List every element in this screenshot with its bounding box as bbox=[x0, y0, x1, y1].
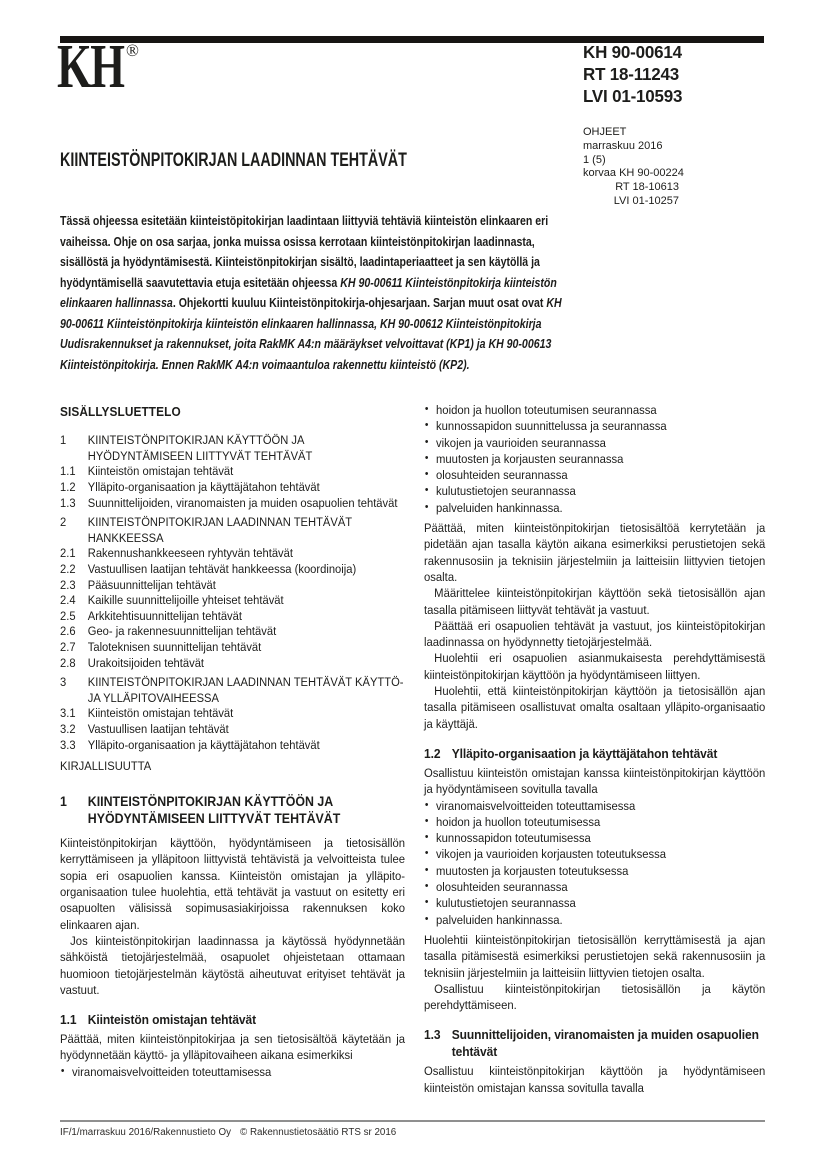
section-1-3-paragraph-1: Osallistuu kiinteistönpitokirjan käyttöön ja hyödyntämiseen kiinteistön omistajan kanssa sovitulla tavalla bbox=[424, 1064, 766, 1095]
section-1-1-title: Kiinteistön omistajan tehtävät bbox=[87, 1012, 257, 1028]
section-1-1-paragraph-2: Päättää, miten kiinteistönpitokirjan tietosisältöä kerrytetään ja pidetään ajan tasalla käytön aikana esimerkiksi perustietojen sekä rakennusosiin ja teknisiin järjestelmiin ja laitteisiin liittyvien tietojen osalta. bbox=[424, 521, 766, 584]
left-column bbox=[60, 402, 405, 1084]
intro-seg3: . Ohjekortti kuuluu Kiinteistönpitokirja-ohjesarjaan. Sarjan muut osat ovat bbox=[172, 295, 547, 310]
intro-paragraph bbox=[60, 211, 570, 375]
toc-item-number: 2.6 bbox=[60, 624, 76, 639]
doc-type: OHJEET bbox=[583, 126, 627, 138]
toc-item bbox=[60, 562, 405, 578]
toc-item-label: KIINTEISTÖNPITOKIRJAN LAADINNAN TEHTÄVÄT KÄYTTÖ- JA YLLÄPITOVAIHEESSA bbox=[87, 675, 404, 705]
toc-item-number: 2.3 bbox=[60, 577, 76, 592]
bullet-item: • kunnossapidon suunnittelussa ja seurannassa bbox=[424, 418, 765, 434]
toc-item bbox=[60, 609, 405, 625]
bullet-item: • hoidon ja huollon toteutumisessa bbox=[424, 814, 765, 830]
footer-rule bbox=[60, 1120, 765, 1122]
bullet-item: • kunnossapidon toteutumisessa bbox=[424, 830, 765, 846]
toc-item-number: 3.1 bbox=[60, 706, 76, 721]
code-rt: RT 18-11243 bbox=[583, 64, 680, 84]
toc-item bbox=[60, 675, 405, 706]
bullet-item: • olosuhteiden seurannassa bbox=[424, 879, 765, 895]
toc-item-number: 1.1 bbox=[60, 464, 76, 479]
section-1-heading bbox=[60, 793, 405, 827]
page-title: KIINTEISTÖNPITOKIRJAN LAADINNAN TEHTÄVÄT bbox=[60, 149, 407, 171]
toc-item bbox=[60, 464, 405, 480]
section-1-number: 1 bbox=[60, 793, 67, 809]
toc-item bbox=[60, 433, 405, 464]
toc-item bbox=[60, 640, 405, 656]
section-1-paragraph-1: Kiinteistönpitokirjan käyttöön, hyödyntämiseen ja tietosisällön kerryttämiseen ja ylläpitoon liittyvistä tehtävistä ja velvoitteista tulee sopia eri osapuolien kanssa. Kiinteistön omistajan ja ylläpito-organisaation tulee huolehtia, että tehtävät ja vastuut on esitetty eri osapuolten välisissä sopimusasiakirjoissa rakennuksen koko elinkaaren ajan. bbox=[60, 836, 406, 932]
toc-item-label: Geo- ja rakennesuunnittelijan tehtävät bbox=[87, 624, 277, 639]
section-1-2-title: Ylläpito-organisaation ja käyttäjätahon tehtävät bbox=[451, 745, 718, 761]
section-1-1-bullet-list-right bbox=[424, 402, 765, 516]
replaces-rt: RT 18-10613 bbox=[615, 181, 679, 194]
registered-trademark-icon: ® bbox=[126, 41, 139, 60]
document-meta bbox=[583, 126, 684, 209]
footer-copyright: © Rakennustietosäätiö RTS sr 2016 bbox=[240, 1127, 397, 1138]
section-1-1-paragraph-5: Huolehtii eri osapuolien asianmukaisesta perehdyttämisestä kiinteistönpitokirjan käyttöön ja hyödyntämiseen liittyen. bbox=[424, 651, 766, 682]
toc-item-label: Ylläpito-organisaation ja käyttäjätahon tehtävät bbox=[87, 737, 320, 752]
bullet-item: • olosuhteiden seurannassa bbox=[424, 467, 765, 483]
toc-item-number: 2.8 bbox=[60, 655, 76, 670]
toc-item-label: Rakennushankkeeseen ryhtyvän tehtävät bbox=[87, 546, 293, 561]
toc-item bbox=[60, 496, 405, 512]
toc-item-label: Taloteknisen suunnittelijan tehtävät bbox=[87, 640, 262, 655]
bullet-item: • vikojen ja vaurioiden seurannassa bbox=[424, 435, 765, 451]
bullet-item: • palveluiden hankinnassa. bbox=[424, 500, 765, 516]
toc-item bbox=[60, 593, 405, 609]
page-info: 1 (5) bbox=[583, 153, 606, 166]
toc-item bbox=[60, 578, 405, 594]
section-1-2-paragraph-3: Osallistuu kiinteistönpitokirjan tietosisällön ja käytön perehdyttämiseen. bbox=[424, 981, 766, 1013]
toc-item-number: 1 bbox=[60, 433, 67, 448]
section-1-title: KIINTEISTÖNPITOKIRJAN KÄYTTÖÖN JA HYÖDYNTÄMISEEN LIITTYVÄT TEHTÄVÄT bbox=[87, 793, 341, 826]
toc-item-label: KIINTEISTÖNPITOKIRJAN KÄYTTÖÖN JA HYÖDYNTÄMISEEN LIITTYVÄT TEHTÄVÄT bbox=[87, 433, 313, 463]
toc-heading: SISÄLLYSLUETTELO bbox=[60, 404, 181, 419]
replaces-lvi: LVI 01-10257 bbox=[613, 194, 679, 207]
document-codes bbox=[583, 41, 682, 107]
intro-reference-1: KH 90-00611 Kiinteistönpitokirja kiinteistön elinkaaren hallinnassa bbox=[60, 274, 557, 310]
toc-item bbox=[60, 738, 405, 754]
intro-seg1: Tässä ohjeessa esitetään kiinteistöpitokirjan laadintaan liittyviä tehtäviä kiinteistön elinkaaren eri vaiheissa. Ohje on osa sarjaa, jonka muissa osissa kerrotaan kiinteistönpitokirjan laadinnasta, sisällöstä ja hyödyntämisestä. Kiinteistönpitokirjan sisältö, laadintaperiaatteet ja sen käytöllä ja hyödyntämisellä saavutettavia etuja esitetään ohjeessa bbox=[60, 213, 549, 290]
section-1-1-paragraph-4: Päättää eri osapuolien tehtävät ja vastuut, jos kiinteistöpitokirjan laadinnassa on hyödynnetty tietojärjestelmää. bbox=[424, 618, 766, 650]
toc-item bbox=[60, 515, 405, 546]
toc-item bbox=[60, 656, 405, 672]
footer-id-text: IF/1/marraskuu 2016/Rakennustieto Oy bbox=[60, 1127, 231, 1138]
toc-item bbox=[60, 546, 405, 562]
toc-item-label: Kiinteistön omistajan tehtävät bbox=[87, 706, 234, 721]
replaces-line: korvaa KH 90-00224 bbox=[583, 167, 684, 180]
toc-item-label: Urakoitsijoiden tehtävät bbox=[87, 655, 205, 670]
section-1-2-number: 1.2 bbox=[424, 745, 441, 761]
toc-item-label: Kaikille suunnittelijoille yhteiset tehtävät bbox=[87, 593, 284, 608]
section-1-1-paragraph-1: Päättää, miten kiinteistönpitokirjaa ja sen tietosisältöä käytetään ja hyödynnetään käyttö- ja ylläpitovaiheen aikana esimerkiksi bbox=[60, 1032, 406, 1063]
toc-item-label: Vastuullisen laatijan tehtävät bbox=[87, 721, 229, 736]
bullet-item: • muutosten ja korjausten toteutuksessa bbox=[424, 863, 765, 879]
toc-item-number: 2.5 bbox=[60, 608, 76, 623]
table-of-contents bbox=[60, 433, 405, 753]
bullet-item: • kulutustietojen seurannassa bbox=[424, 483, 765, 499]
toc-item-number: 1.2 bbox=[60, 480, 76, 495]
section-1-2-bullet-list bbox=[424, 798, 765, 928]
bullet-item: • viranomaisvelvoitteiden toteuttamisessa bbox=[60, 1064, 405, 1080]
toc-item-label: Vastuullisen laatijan tehtävät hankkeessa (koordinoija) bbox=[87, 562, 357, 577]
toc-item-label: Suunnittelijoiden, viranomaisten ja muiden osapuolien tehtävät bbox=[87, 495, 398, 510]
toc-item bbox=[60, 480, 405, 496]
code-kh: KH 90-00614 bbox=[583, 42, 682, 62]
toc-item-label: Pääsuunnittelijan tehtävät bbox=[87, 577, 216, 592]
toc-item bbox=[60, 706, 405, 722]
toc-item-number: 2.4 bbox=[60, 593, 76, 608]
code-lvi: LVI 01-10593 bbox=[583, 86, 683, 106]
section-1-3-title: Suunnittelijoiden, viranomaisten ja muiden osapuolien tehtävät bbox=[451, 1027, 759, 1060]
section-1-1-heading bbox=[60, 1011, 405, 1028]
section-1-2-heading bbox=[424, 745, 765, 762]
toc-item-number: 3 bbox=[60, 675, 67, 690]
toc-item-number: 2.2 bbox=[60, 562, 76, 577]
kh-logo-text: KH bbox=[57, 33, 124, 101]
kh-logo bbox=[57, 33, 124, 101]
section-1-3-number: 1.3 bbox=[424, 1027, 441, 1043]
toc-item-number: 2 bbox=[60, 515, 67, 530]
section-1-2-paragraph-2: Huolehtii kiinteistönpitokirjan tietosisällön kerryttämisestä ja ajan tasalla pitämisestä esimerkiksi perustietojen sekä rakennusosiin ja teknisiin järjestelmiin ja laitteisiin liittyvien tietojen osalta. bbox=[424, 932, 766, 980]
section-1-1-paragraph-6: Huolehtii, että kiinteistönpitokirjan käyttöön ja tietosisällön ajan tasalla pitämiseen osallistuvat omalta osaltaan ylläpito-organisaatio ja käyttäjä. bbox=[424, 684, 766, 731]
section-1-3-heading bbox=[424, 1026, 765, 1060]
toc-item-number: 2.1 bbox=[60, 546, 76, 561]
section-1-1-number: 1.1 bbox=[60, 1012, 77, 1028]
right-column bbox=[424, 402, 765, 1096]
bullet-item: • hoidon ja huollon toteutumisen seurannassa bbox=[424, 402, 765, 418]
bullet-item: • viranomaisvelvoitteiden toteuttamisessa bbox=[424, 798, 765, 814]
bullet-item: • palveluiden hankinnassa. bbox=[424, 912, 765, 928]
toc-item bbox=[60, 624, 405, 640]
section-1-1-paragraph-3: Määrittelee kiinteistönpitokirjan käyttöön sekä tietosisällön ajan tasalla pitämiseen liittyvät tehtävät ja vastuut. bbox=[424, 586, 766, 617]
bullet-item: • vikojen ja vaurioiden korjausten toteutuksessa bbox=[424, 846, 765, 862]
intro-reference-2: KH 90-00611 Kiinteistönpitokirja kiinteistön elinkaaren hallinnassa, KH 90-00612 Kiinteistönpitokirja Uudisrakennukset ja rakennukset, joita RakMK A4:n määräykset velvoittavat (KP1) ja KH 90-00613 Kiinteistönpitokirja. Ennen RakMK A4:n voimaantuloa rakennettu kiinteistö (KP2). bbox=[60, 295, 562, 372]
bullet-item: • kulutustietojen seurannassa bbox=[424, 895, 765, 911]
bullet-item: • muutosten ja korjausten seurannassa bbox=[424, 451, 765, 467]
section-1-paragraph-2: Jos kiinteistönpitokirjan laadinnassa ja käytössä hyödynnetään sähköistä tietojärjestelmää, osapuolet ohjeistetaan ottamaan huomioon tietojärjestelmän käytöstä aiheutuvat erityiset tehtävät ja vastuut. bbox=[60, 933, 406, 997]
section-1-2-paragraph-1: Osallistuu kiinteistön omistajan kanssa kiinteistönpitokirjan käyttöön ja hyödyntämiseen sovitulla tavalla bbox=[424, 765, 766, 797]
section-1-1-bullet-list-left bbox=[60, 1064, 405, 1080]
toc-item-number: 3.3 bbox=[60, 737, 76, 752]
footer bbox=[60, 1127, 396, 1138]
toc-literature: KIRJALLISUUTTA bbox=[60, 759, 152, 774]
toc-item bbox=[60, 722, 405, 738]
toc-item-label: Ylläpito-organisaation ja käyttäjätahon tehtävät bbox=[87, 480, 320, 495]
toc-item-number: 1.3 bbox=[60, 495, 76, 510]
doc-date: marraskuu 2016 bbox=[583, 139, 663, 152]
toc-item-label: Arkkitehtisuunnittelijan tehtävät bbox=[87, 608, 242, 623]
toc-item-label: Kiinteistön omistajan tehtävät bbox=[87, 464, 234, 479]
toc-item-number: 2.7 bbox=[60, 640, 76, 655]
toc-item-label: KIINTEISTÖNPITOKIRJAN LAADINNAN TEHTÄVÄT HANKKEESSA bbox=[87, 515, 352, 545]
toc-item-number: 3.2 bbox=[60, 721, 76, 736]
